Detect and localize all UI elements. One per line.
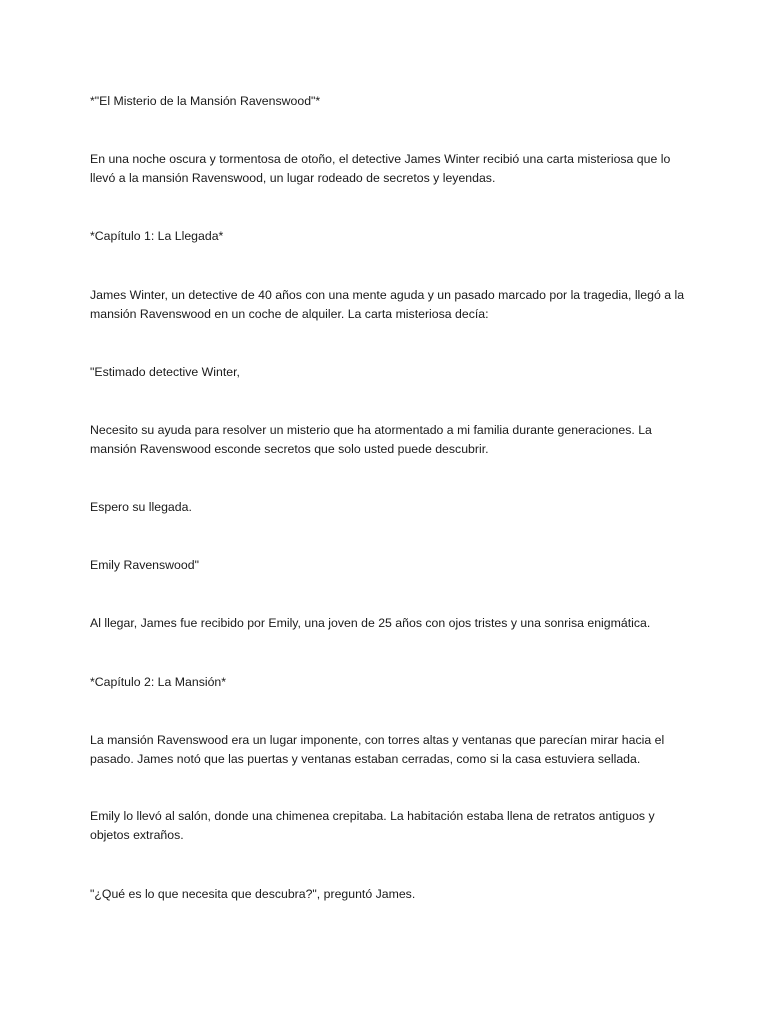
mansion-paragraph: La mansión Ravenswood era un lugar imponente, con torres altas y ventanas que parecían mirar hacia el pasado. James notó que las puertas y ventanas estaban cerradas, como si la casa estuviera sellada.	[90, 733, 665, 766]
arrival-paragraph: Al llegar, James fue recibido por Emily, una joven de 25 años con ojos tristes y una sonrisa enigmática.	[90, 616, 651, 630]
story-title: *"El Misterio de la Mansión Ravenswood"*	[90, 94, 321, 108]
question-paragraph: "¿Qué es lo que necesita que descubra?", preguntó James.	[90, 887, 416, 901]
intro-paragraph: En una noche oscura y tormentosa de otoño, el detective James Winter recibió una carta misteriosa que lo llevó a la mansión Ravenswood, un lugar rodeado de secretos y leyendas.	[90, 152, 671, 185]
letter-signature: Emily Ravenswood"	[90, 558, 199, 572]
salon-paragraph: Emily lo llevó al salón, donde una chimenea crepitaba. La habitación estaba llena de retratos antiguos y objetos extraños.	[90, 809, 655, 842]
chapter-1-paragraph: James Winter, un detective de 40 años con una mente aguda y un pasado marcado por la tragedia, llegó a la mansión Ravenswood en un coche de alquiler. La carta misteriosa decía:	[90, 288, 685, 321]
letter-greeting: "Estimado detective Winter,	[90, 365, 240, 379]
letter-closing: Espero su llegada.	[90, 500, 192, 514]
chapter-2-heading: *Capítulo 2: La Mansión*	[90, 675, 227, 689]
chapter-1-heading: *Capítulo 1: La Llegada*	[90, 229, 224, 243]
letter-body: Necesito su ayuda para resolver un misterio que ha atormentado a mi familia durante generaciones. La mansión Ravenswood esconde secretos que solo usted puede descubrir.	[90, 423, 652, 456]
